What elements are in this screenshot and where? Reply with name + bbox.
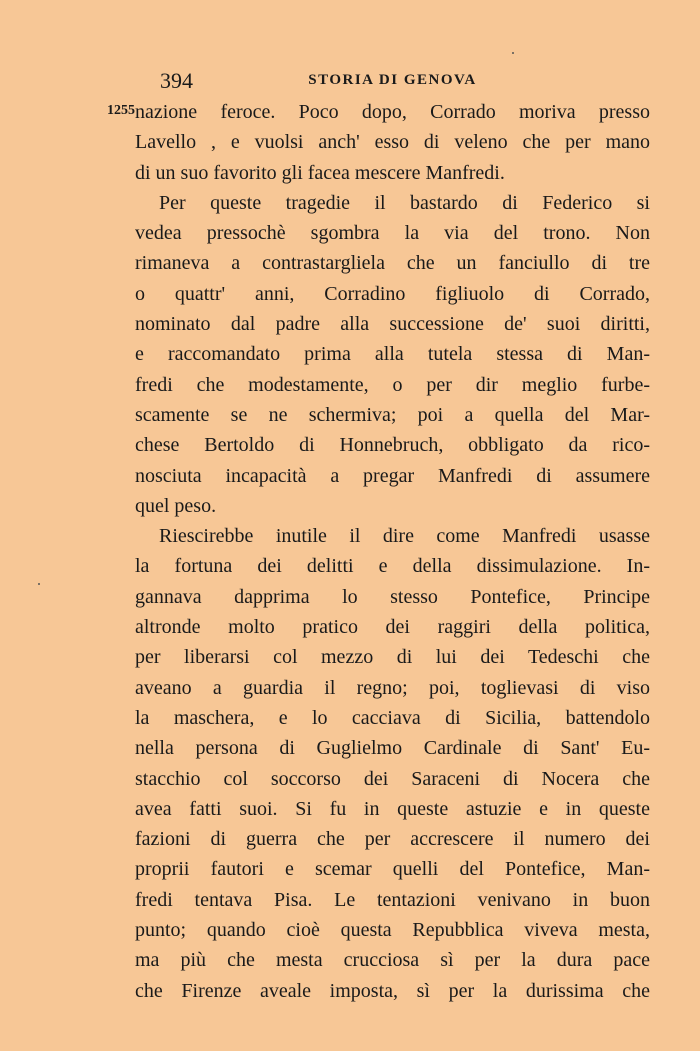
text-line: per liberarsi col mezzo di lui dei Tedeschi che xyxy=(135,646,650,669)
text-line: fazioni di guerra che per accrescere il numero dei xyxy=(135,828,650,851)
text-line: altronde molto pratico dei raggiri della politica, xyxy=(135,616,650,639)
text-line: Lavello , e vuolsi anch' esso di veleno che per mano xyxy=(135,131,650,154)
text-line: chese Bertoldo di Honnebruch, obbligato da rico- xyxy=(135,434,650,457)
page-number: 394 xyxy=(160,68,193,93)
text-line: nella persona di Guglielmo Cardinale di Sant' Eu- xyxy=(135,737,650,760)
paper-speck xyxy=(512,52,514,54)
text-line: Riescirebbe inutile il dire come Manfredi usasse xyxy=(159,525,650,548)
text-line: proprii fautori e scemar quelli del Pontefice, Man- xyxy=(135,858,650,881)
text-line: ma più che mesta crucciosa sì per la dura pace xyxy=(135,949,650,972)
running-title: STORIA DI GENOVA xyxy=(308,72,477,88)
text-line: Per queste tragedie il bastardo di Federico si xyxy=(159,191,650,214)
text-line: punto; quando cioè questa Repubblica viveva mesta, xyxy=(135,919,650,942)
text-line: stacchio col soccorso dei Saraceni di Nocera che xyxy=(135,767,650,790)
text-line: che Firenze aveale imposta, sì per la durissima che xyxy=(135,979,650,1002)
text-line: rimaneva a contrastargliela che un fanciullo di tre xyxy=(135,252,650,275)
page-header xyxy=(135,68,650,98)
text-line: nosciuta incapacità a pregar Manfredi di assumere xyxy=(135,464,650,487)
text-line: la fortuna dei delitti e della dissimulazione. In- xyxy=(135,555,650,578)
text-line: la maschera, e lo cacciava di Sicilia, battendolo xyxy=(135,706,650,729)
text-line: fredi tentava Pisa. Le tentazioni venivano in buon xyxy=(135,888,650,911)
text-line: o quattr' anni, Corradino figliuolo di Corrado, xyxy=(135,282,650,305)
paper-speck xyxy=(38,583,40,585)
text-line: e raccomandato prima alla tutela stessa di Man- xyxy=(135,343,650,366)
paragraph xyxy=(135,188,650,521)
text-line: vedea pressochè sgombra la via del trono. Non xyxy=(135,222,650,245)
paragraph xyxy=(135,97,650,188)
text-line: nominato dal padre alla successione de' suoi diritti, xyxy=(135,313,650,336)
text-line: aveano a guardia il regno; poi, toglievasi di viso xyxy=(135,676,650,699)
text-line: scamente se ne schermiva; poi a quella del Mar- xyxy=(135,403,650,426)
paragraph xyxy=(135,521,650,1006)
text-line: avea fatti suoi. Si fu in queste astuzie e in queste xyxy=(135,797,650,820)
text-line: gannava dapprima lo stesso Pontefice, Principe xyxy=(135,585,650,608)
text-line: nazione feroce. Poco dopo, Corrado moriva presso xyxy=(135,101,650,123)
text-line: quel peso. xyxy=(135,494,217,517)
margin-year-note: 1255 xyxy=(107,103,135,118)
text-line: di un suo favorito gli facea mescere Manfredi. xyxy=(135,161,505,184)
body-text xyxy=(135,97,650,1006)
text-line: fredi che modestamente, o per dir meglio furbe- xyxy=(135,373,650,396)
